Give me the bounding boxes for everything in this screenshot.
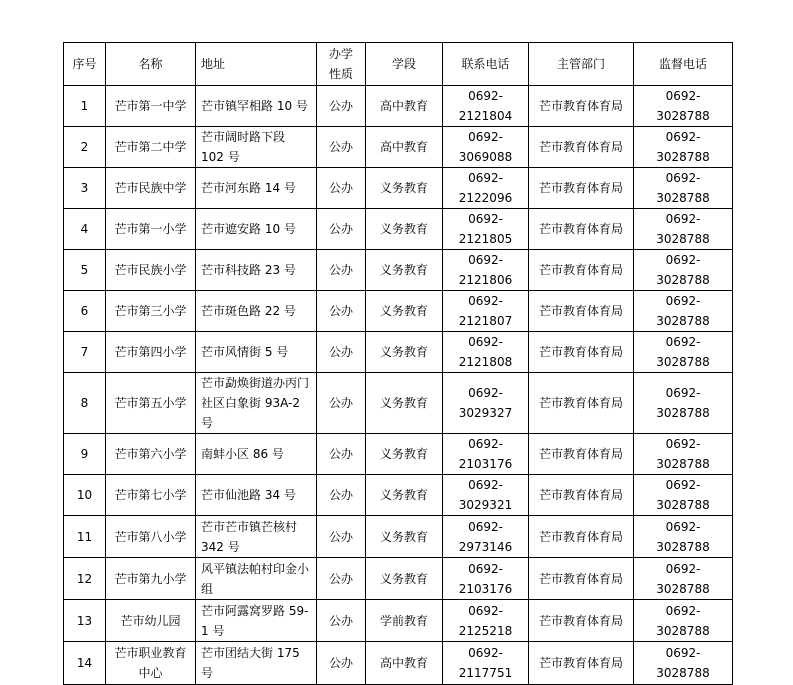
- table-row: [64, 516, 733, 558]
- cell-level: 义务教育: [366, 475, 443, 516]
- cell-nature: 公办: [317, 168, 366, 209]
- header-supervision-phone: 监督电话: [634, 43, 733, 86]
- cell-nature: 公办: [317, 209, 366, 250]
- cell-contact-phone: 0692-2121807: [443, 291, 529, 332]
- cell-address: 芒市仙池路 34 号: [196, 475, 317, 516]
- table-row: [64, 475, 733, 516]
- cell-department: 芒市教育体育局: [529, 168, 634, 209]
- cell-index: 11: [64, 516, 106, 558]
- cell-contact-phone: 0692-2122096: [443, 168, 529, 209]
- cell-level: 高中教育: [366, 127, 443, 168]
- cell-nature: 公办: [317, 291, 366, 332]
- cell-index: 7: [64, 332, 106, 373]
- cell-department: 芒市教育体育局: [529, 209, 634, 250]
- cell-nature: 公办: [317, 642, 366, 685]
- cell-name: 芒市第一小学: [106, 209, 196, 250]
- cell-name: 芒市第二中学: [106, 127, 196, 168]
- cell-name: 芒市职业教育中心: [106, 642, 196, 685]
- cell-nature: 公办: [317, 332, 366, 373]
- table-row: [64, 209, 733, 250]
- cell-nature: 公办: [317, 127, 366, 168]
- cell-level: 义务教育: [366, 516, 443, 558]
- cell-address: 芒市河东路 14 号: [196, 168, 317, 209]
- cell-name: 芒市民族中学: [106, 168, 196, 209]
- cell-address: 芒市团结大街 175 号: [196, 642, 317, 685]
- cell-level: 义务教育: [366, 558, 443, 600]
- header-contact-phone: 联系电话: [443, 43, 529, 86]
- table-row: [64, 558, 733, 600]
- cell-contact-phone: 0692-3029321: [443, 475, 529, 516]
- cell-index: 3: [64, 168, 106, 209]
- cell-level: 义务教育: [366, 168, 443, 209]
- cell-department: 芒市教育体育局: [529, 86, 634, 127]
- cell-supervision-phone: 0692-3028788: [634, 168, 733, 209]
- cell-name: 芒市第九小学: [106, 558, 196, 600]
- cell-contact-phone: 0692-3029327: [443, 373, 529, 434]
- cell-name: 芒市幼儿园: [106, 600, 196, 642]
- table-row: [64, 434, 733, 475]
- table-row: [64, 332, 733, 373]
- cell-contact-phone: 0692-2973146: [443, 516, 529, 558]
- table-row: [64, 373, 733, 434]
- cell-department: 芒市教育体育局: [529, 642, 634, 685]
- cell-contact-phone: 0692-2125218: [443, 600, 529, 642]
- cell-supervision-phone: 0692-3028788: [634, 291, 733, 332]
- cell-address: 芒市勐焕街道办丙门社区白象街 93A-2 号: [196, 373, 317, 434]
- cell-level: 义务教育: [366, 332, 443, 373]
- cell-supervision-phone: 0692-3028788: [634, 332, 733, 373]
- cell-contact-phone: 0692-2117751: [443, 642, 529, 685]
- header-name: 名称: [106, 43, 196, 86]
- cell-supervision-phone: 0692-3028788: [634, 475, 733, 516]
- cell-supervision-phone: 0692-3028788: [634, 516, 733, 558]
- cell-address: 芒市斑色路 22 号: [196, 291, 317, 332]
- cell-address: 南蚌小区 86 号: [196, 434, 317, 475]
- cell-supervision-phone: 0692-3028788: [634, 209, 733, 250]
- cell-level: 义务教育: [366, 434, 443, 475]
- cell-department: 芒市教育体育局: [529, 250, 634, 291]
- cell-address: 芒市阿露窝罗路 59-1 号: [196, 600, 317, 642]
- header-index: 序号: [64, 43, 106, 86]
- cell-contact-phone: 0692-2121805: [443, 209, 529, 250]
- cell-level: 义务教育: [366, 209, 443, 250]
- cell-department: 芒市教育体育局: [529, 516, 634, 558]
- cell-address: 芒市风情街 5 号: [196, 332, 317, 373]
- cell-nature: 公办: [317, 558, 366, 600]
- cell-contact-phone: 0692-3069088: [443, 127, 529, 168]
- cell-level: 义务教育: [366, 250, 443, 291]
- cell-index: 5: [64, 250, 106, 291]
- cell-index: 2: [64, 127, 106, 168]
- table-row: [64, 291, 733, 332]
- cell-name: 芒市第四小学: [106, 332, 196, 373]
- cell-level: 学前教育: [366, 600, 443, 642]
- table-row: [64, 168, 733, 209]
- table-header-row: [64, 43, 733, 86]
- cell-index: 1: [64, 86, 106, 127]
- cell-address: 芒市阔时路下段 102 号: [196, 127, 317, 168]
- header-nature: 办学性质: [317, 43, 366, 86]
- cell-index: 13: [64, 600, 106, 642]
- cell-level: 高中教育: [366, 86, 443, 127]
- cell-name: 芒市第六小学: [106, 434, 196, 475]
- cell-name: 芒市民族小学: [106, 250, 196, 291]
- cell-name: 芒市第七小学: [106, 475, 196, 516]
- schools-table: [63, 42, 733, 685]
- cell-index: 8: [64, 373, 106, 434]
- cell-supervision-phone: 0692-3028788: [634, 434, 733, 475]
- cell-department: 芒市教育体育局: [529, 600, 634, 642]
- header-address: 地址: [196, 43, 317, 86]
- cell-supervision-phone: 0692-3028788: [634, 558, 733, 600]
- cell-nature: 公办: [317, 373, 366, 434]
- cell-index: 4: [64, 209, 106, 250]
- cell-name: 芒市第三小学: [106, 291, 196, 332]
- cell-address: 芒市科技路 23 号: [196, 250, 317, 291]
- cell-name: 芒市第一中学: [106, 86, 196, 127]
- cell-nature: 公办: [317, 86, 366, 127]
- cell-department: 芒市教育体育局: [529, 332, 634, 373]
- cell-address: 芒市镇罕相路 10 号: [196, 86, 317, 127]
- cell-contact-phone: 0692-2103176: [443, 558, 529, 600]
- cell-address: 风平镇法帕村印金小组: [196, 558, 317, 600]
- header-department: 主管部门: [529, 43, 634, 86]
- table-row: [64, 86, 733, 127]
- cell-department: 芒市教育体育局: [529, 475, 634, 516]
- cell-department: 芒市教育体育局: [529, 291, 634, 332]
- cell-index: 12: [64, 558, 106, 600]
- cell-nature: 公办: [317, 600, 366, 642]
- cell-index: 9: [64, 434, 106, 475]
- cell-contact-phone: 0692-2121804: [443, 86, 529, 127]
- cell-department: 芒市教育体育局: [529, 127, 634, 168]
- cell-name: 芒市第五小学: [106, 373, 196, 434]
- cell-supervision-phone: 0692-3028788: [634, 86, 733, 127]
- cell-department: 芒市教育体育局: [529, 558, 634, 600]
- header-level: 学段: [366, 43, 443, 86]
- table-row: [64, 600, 733, 642]
- cell-index: 6: [64, 291, 106, 332]
- cell-level: 义务教育: [366, 373, 443, 434]
- table-row: [64, 250, 733, 291]
- cell-level: 义务教育: [366, 291, 443, 332]
- cell-nature: 公办: [317, 516, 366, 558]
- cell-supervision-phone: 0692-3028788: [634, 642, 733, 685]
- cell-address: 芒市芒市镇芒核村 342 号: [196, 516, 317, 558]
- cell-address: 芒市遮安路 10 号: [196, 209, 317, 250]
- cell-contact-phone: 0692-2121808: [443, 332, 529, 373]
- cell-supervision-phone: 0692-3028788: [634, 127, 733, 168]
- cell-nature: 公办: [317, 475, 366, 516]
- cell-supervision-phone: 0692-3028788: [634, 373, 733, 434]
- cell-supervision-phone: 0692-3028788: [634, 600, 733, 642]
- cell-department: 芒市教育体育局: [529, 434, 634, 475]
- cell-nature: 公办: [317, 434, 366, 475]
- cell-index: 10: [64, 475, 106, 516]
- cell-nature: 公办: [317, 250, 366, 291]
- cell-index: 14: [64, 642, 106, 685]
- table-row: [64, 127, 733, 168]
- cell-level: 高中教育: [366, 642, 443, 685]
- cell-contact-phone: 0692-2103176: [443, 434, 529, 475]
- cell-department: 芒市教育体育局: [529, 373, 634, 434]
- cell-contact-phone: 0692-2121806: [443, 250, 529, 291]
- table-row: [64, 642, 733, 685]
- cell-name: 芒市第八小学: [106, 516, 196, 558]
- cell-supervision-phone: 0692-3028788: [634, 250, 733, 291]
